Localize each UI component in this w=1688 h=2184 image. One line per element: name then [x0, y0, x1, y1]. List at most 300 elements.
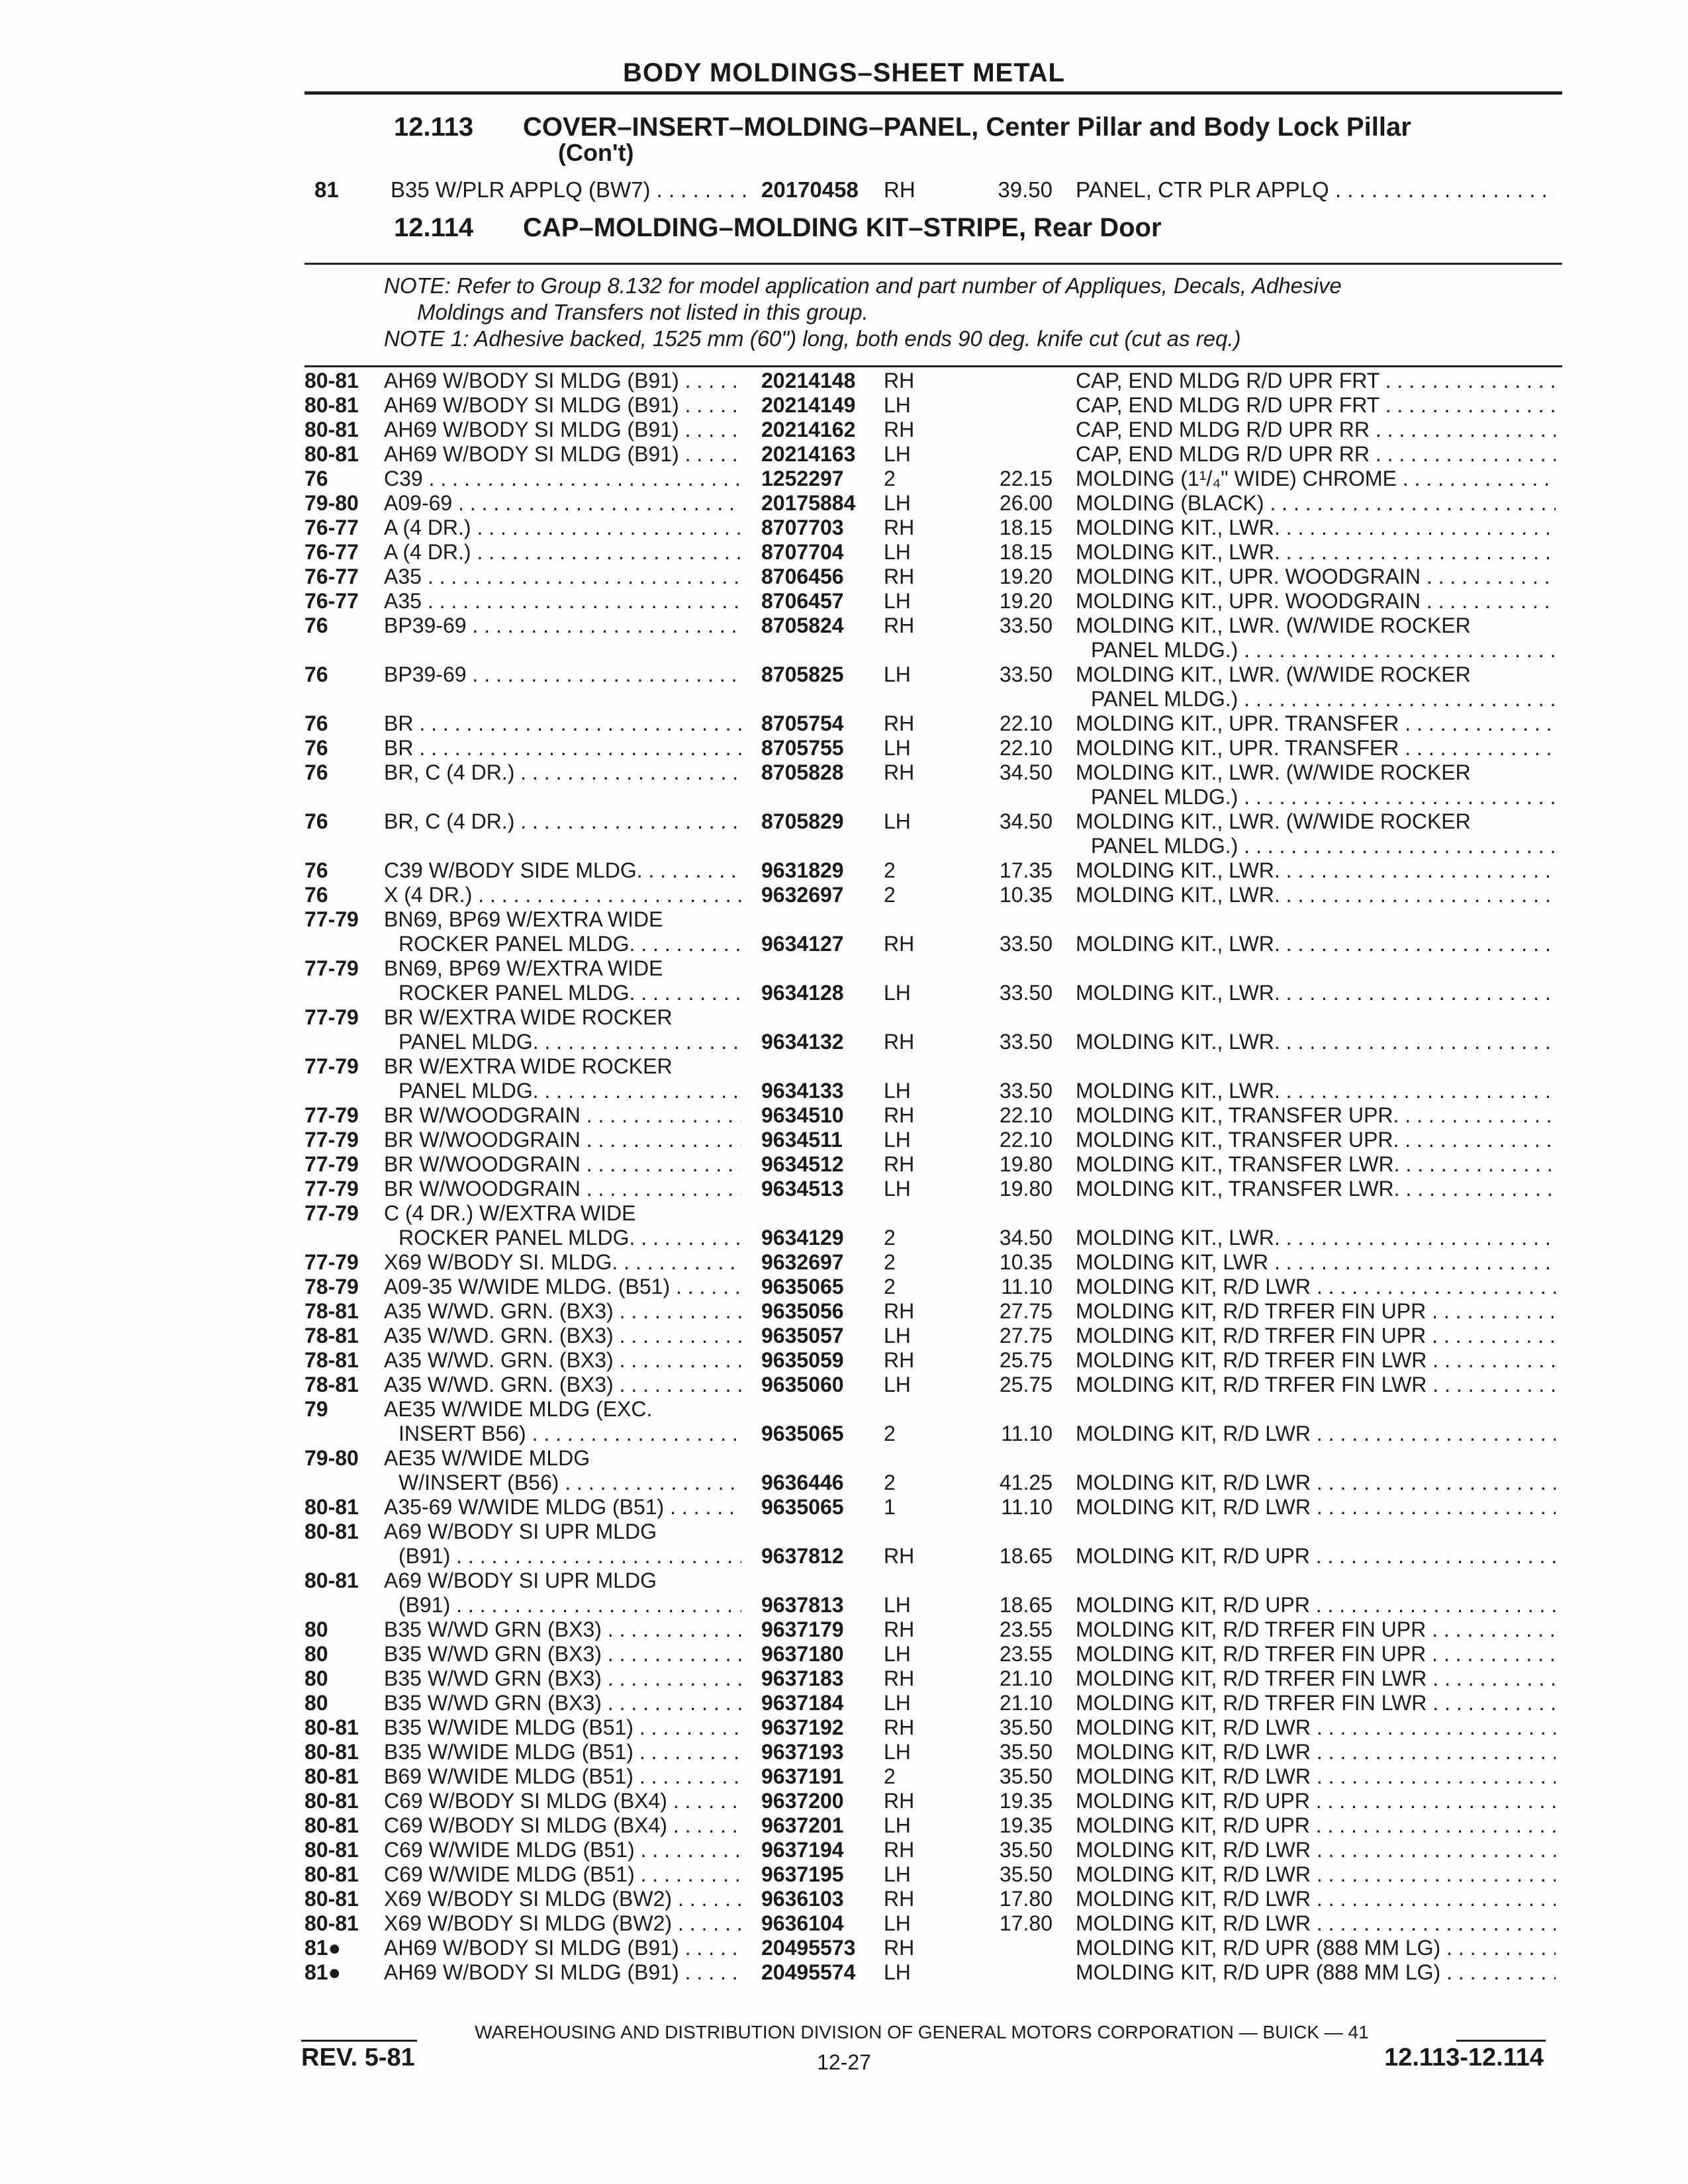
side: LH [884, 1862, 911, 1886]
year: 76 [305, 662, 328, 686]
year: 76-77 [305, 540, 359, 564]
note-line: Moldings and Transfers not listed in this group. [417, 300, 868, 324]
price: 27.75 [999, 1299, 1053, 1323]
description: MOLDING KIT, R/D LWR . . . [1076, 1495, 1556, 1520]
table-row-continuation [0, 1544, 1688, 1569]
year: 79-80 [305, 491, 359, 515]
year: 80-81 [305, 1520, 359, 1543]
model: A35 . . . [384, 589, 741, 614]
price: 35.50 [999, 1764, 1053, 1788]
price: 19.35 [999, 1813, 1053, 1837]
price: 33.50 [999, 662, 1053, 686]
part-number: 9637183 [761, 1666, 844, 1690]
year: 77-79 [305, 1005, 359, 1029]
table-row [0, 1813, 1688, 1838]
model: BR W/WOODGRAIN . . . [384, 1177, 741, 1201]
part-number: 8706456 [761, 565, 844, 588]
description: MOLDING KIT., LWR. . . . [1076, 932, 1556, 956]
description: MOLDING KIT, R/D UPR . . . [1076, 1593, 1556, 1617]
model: A35 W/WD. GRN. (BX3) . . . [384, 1299, 741, 1324]
note-line: NOTE 1: Adhesive backed, 1525 mm (60") long, both ends 90 deg. knife cut (cut as req.) [384, 326, 1241, 351]
side: LH [884, 1642, 911, 1666]
part-number: 20495574 [761, 1960, 856, 1984]
side: RH [884, 1715, 915, 1739]
model-continued: (B91) . . . [399, 1544, 741, 1569]
description: PANEL, CTR PLR APPLQ . . . [1076, 177, 1556, 202]
model: BR, C (4 DR.) . . . [384, 760, 741, 785]
price: 10.35 [999, 883, 1053, 907]
model-continued: PANEL MLDG. . . . [399, 1030, 741, 1054]
part-number: 8705828 [761, 760, 844, 784]
description: MOLDING KIT., UPR. TRANSFER . . . [1076, 711, 1556, 736]
table-row [0, 516, 1688, 540]
description: MOLDING KIT., UPR. WOODGRAIN . . . [1076, 565, 1556, 589]
price: 33.50 [999, 981, 1053, 1005]
footer-division: WAREHOUSING AND DISTRIBUTION DIVISION OF GENERAL MOTORS CORPORATION — BUICK — 41 [475, 2022, 1369, 2042]
price: 35.50 [999, 1862, 1053, 1886]
model: B35 W/WIDE MLDG (B51) . . . [384, 1715, 741, 1740]
table-row [0, 1152, 1688, 1177]
price: 19.20 [999, 589, 1053, 613]
part-number: 20214149 [761, 393, 856, 417]
table-row [0, 418, 1688, 442]
price: 19.20 [999, 565, 1053, 588]
year: 81 [314, 177, 339, 202]
table-row [0, 589, 1688, 614]
price: 33.50 [999, 614, 1053, 637]
price: 10.35 [999, 1250, 1053, 1274]
price: 23.55 [999, 1642, 1053, 1666]
table-row [0, 491, 1688, 516]
description-continued: PANEL MLDG.) . . . [1091, 687, 1556, 711]
price: 23.55 [999, 1617, 1053, 1641]
model-continued: (B91) . . . [399, 1593, 741, 1617]
description: MOLDING KIT., LWR. . . . [1076, 540, 1556, 565]
description: MOLDING KIT, R/D LWR . . . [1076, 1740, 1556, 1764]
description: MOLDING KIT., TRANSFER UPR. . . . [1076, 1103, 1556, 1128]
price: 22.10 [999, 1103, 1053, 1127]
side: LH [884, 1324, 911, 1347]
side: LH [884, 1911, 911, 1935]
side: RH [884, 1152, 915, 1176]
year: 76-77 [305, 565, 359, 588]
year: 76-77 [305, 589, 359, 613]
part-number: 9637195 [761, 1862, 844, 1886]
side: LH [884, 1079, 911, 1103]
table-row [0, 393, 1688, 418]
side: RH [884, 1789, 915, 1813]
part-number: 9634129 [761, 1226, 844, 1250]
table-row-continuation [0, 1471, 1688, 1495]
part-number: 9637179 [761, 1617, 844, 1641]
year: 77-79 [305, 1152, 359, 1176]
description: MOLDING KIT., LWR. . . . [1076, 858, 1556, 883]
side: LH [884, 1593, 911, 1617]
notes-rule [305, 365, 1562, 367]
year: 80 [305, 1691, 328, 1715]
side: LH [884, 1740, 911, 1764]
table-row [0, 1177, 1688, 1201]
description: MOLDING KIT, R/D LWR . . . [1076, 1911, 1556, 1936]
year: 78-79 [305, 1275, 359, 1298]
table-row [0, 1642, 1688, 1666]
model: AH69 W/BODY SI MLDG (B91) . . . [384, 1936, 741, 1960]
side: RH [884, 1936, 915, 1960]
revision-label: REV. 5-81 [301, 2044, 415, 2071]
part-number: 9634132 [761, 1030, 844, 1054]
model: B35 W/WIDE MLDG (B51) . . . [384, 1740, 741, 1764]
description: MOLDING KIT., LWR. . . . [1076, 1226, 1556, 1250]
description: MOLDING KIT., LWR. (W/WIDE ROCKER [1076, 662, 1471, 686]
price: 34.50 [999, 1226, 1053, 1250]
table-row [0, 1789, 1688, 1813]
year: 76 [305, 809, 328, 833]
price: 17.35 [999, 858, 1053, 882]
side: RH [884, 760, 915, 784]
year: 80-81 [305, 369, 359, 392]
part-number: 9635056 [761, 1299, 844, 1323]
side: RH [884, 516, 915, 539]
table-row [0, 1397, 1688, 1422]
model: B35 W/WD GRN (BX3) . . . [384, 1691, 741, 1715]
table-row [0, 1862, 1688, 1887]
description: MOLDING KIT, R/D LWR . . . [1076, 1471, 1556, 1495]
part-number: 9636446 [761, 1471, 844, 1494]
side: RH [884, 711, 915, 735]
price: 18.15 [999, 516, 1053, 539]
price: 22.15 [999, 467, 1053, 490]
model: B35 W/WD GRN (BX3) . . . [384, 1617, 741, 1642]
part-number: 8705825 [761, 662, 844, 686]
side: LH [884, 1691, 911, 1715]
year: 77-79 [305, 1201, 359, 1225]
part-number: 9636104 [761, 1911, 844, 1935]
year: 80-81 [305, 1715, 359, 1739]
table-row [0, 736, 1688, 760]
year: 77-79 [305, 1128, 359, 1152]
table-row [0, 1740, 1688, 1764]
description: MOLDING KIT., LWR. . . . [1076, 1030, 1556, 1054]
price: 17.80 [999, 1911, 1053, 1935]
description: MOLDING KIT, R/D UPR . . . [1076, 1789, 1556, 1813]
year: 77-79 [305, 956, 359, 980]
side: RH [884, 1348, 915, 1372]
year: 78-81 [305, 1324, 359, 1347]
model: B35 W/PLR APPLQ (BW7) . . . [391, 177, 748, 202]
price: 34.50 [999, 760, 1053, 784]
model: C (4 DR.) W/EXTRA WIDE [384, 1201, 636, 1225]
year: 76-77 [305, 516, 359, 539]
year: 79-80 [305, 1446, 359, 1470]
model: C69 W/WIDE MLDG (B51) . . . [384, 1862, 741, 1887]
description: MOLDING KIT, R/D TRFER FIN UPR . . . [1076, 1324, 1556, 1348]
side: RH [884, 1299, 915, 1323]
table-row [0, 1128, 1688, 1152]
section-rule [305, 263, 1562, 265]
year: 77-79 [305, 907, 359, 931]
model: A09-69 . . . [384, 491, 741, 516]
table-row-continuation [0, 834, 1688, 858]
model: BR W/EXTRA WIDE ROCKER [384, 1005, 673, 1029]
model: X69 W/BODY SI. MLDG. . . . [384, 1250, 741, 1275]
description: MOLDING KIT, R/D UPR . . . [1076, 1544, 1556, 1569]
part-number: 9634513 [761, 1177, 844, 1201]
price: 39.50 [998, 177, 1053, 202]
description: MOLDING KIT., TRANSFER LWR. . . . [1076, 1152, 1556, 1177]
price: 25.75 [999, 1373, 1053, 1396]
model: C69 W/WIDE MLDG (B51) . . . [384, 1838, 741, 1862]
side: 2 [884, 1471, 896, 1494]
table-row-continuation [0, 932, 1688, 956]
description: MOLDING KIT, LWR . . . [1076, 1250, 1556, 1275]
price: 34.50 [999, 809, 1053, 833]
model: AH69 W/BODY SI MLDG (B91) . . . [384, 393, 741, 418]
table-row-continuation [0, 1422, 1688, 1446]
table-row [0, 1838, 1688, 1862]
table-row [0, 1960, 1688, 1985]
side: 2 [884, 1275, 896, 1298]
year: 80-81 [305, 393, 359, 417]
side: LH [884, 589, 911, 613]
part-number: 8705755 [761, 736, 844, 760]
model: X69 W/BODY SI MLDG (BW2) . . . [384, 1887, 741, 1911]
part-number: 9635065 [761, 1422, 844, 1445]
model: BR . . . [384, 736, 741, 760]
description: MOLDING KIT, R/D TRFER FIN UPR . . . [1076, 1642, 1556, 1666]
section-12-113-header [394, 113, 1585, 142]
year: 77-79 [305, 1250, 359, 1274]
table-row [0, 1911, 1688, 1936]
price: 19.35 [999, 1789, 1053, 1813]
year: 77-79 [305, 1177, 359, 1201]
description: MOLDING KIT., UPR. TRANSFER . . . [1076, 736, 1556, 760]
price: 17.80 [999, 1887, 1053, 1911]
side: 1 [884, 1495, 896, 1519]
side: LH [884, 393, 911, 417]
table-row-continuation [0, 1079, 1688, 1103]
price: 26.00 [999, 491, 1053, 515]
model: A35 . . . [384, 565, 741, 589]
table-row [0, 1054, 1688, 1079]
side: 2 [884, 467, 896, 490]
description: MOLDING KIT., TRANSFER LWR. . . . [1076, 1177, 1556, 1201]
side: LH [884, 1373, 911, 1396]
year: 76 [305, 760, 328, 784]
year: 80-81 [305, 1813, 359, 1837]
model: A (4 DR.) . . . [384, 540, 741, 565]
description: MOLDING KIT, R/D LWR . . . [1076, 1838, 1556, 1862]
table-row-continuation [0, 981, 1688, 1005]
table-row [0, 1520, 1688, 1544]
part-number: 8705829 [761, 809, 844, 833]
part-number: 8707703 [761, 516, 844, 539]
model: BR W/WOODGRAIN . . . [384, 1103, 741, 1128]
table-row [0, 442, 1688, 467]
year: 76 [305, 711, 328, 735]
description: MOLDING KIT., LWR. . . . [1076, 1079, 1556, 1103]
price: 18.65 [999, 1544, 1053, 1568]
table-row-continuation [0, 638, 1688, 662]
table-row [0, 1275, 1688, 1299]
side: LH [884, 491, 911, 515]
table-row [0, 1617, 1688, 1642]
part-number: 9637813 [761, 1593, 844, 1617]
year: 80-81 [305, 1569, 359, 1592]
price: 22.10 [999, 1128, 1053, 1152]
side: 2 [884, 1226, 896, 1250]
description: CAP, END MLDG R/D UPR FRT . . . [1076, 393, 1556, 418]
part-number: 9637192 [761, 1715, 844, 1739]
description: MOLDING KIT, R/D LWR . . . [1076, 1764, 1556, 1789]
model: C39 W/BODY SIDE MLDG. . . . [384, 858, 741, 883]
price: 22.10 [999, 736, 1053, 760]
year: 80-81 [305, 418, 359, 441]
table-row-continuation [0, 687, 1688, 711]
side: RH [884, 1103, 915, 1127]
table-row [0, 369, 1688, 393]
model: BP39-69 . . . [384, 614, 741, 638]
part-number: 9637191 [761, 1764, 844, 1788]
price: 35.50 [999, 1740, 1053, 1764]
model-continued: W/INSERT (B56) . . . [399, 1471, 741, 1495]
year: 76 [305, 614, 328, 637]
table-row [0, 1201, 1688, 1226]
side: LH [884, 442, 911, 466]
model: AH69 W/BODY SI MLDG (B91) . . . [384, 442, 741, 467]
model: AH69 W/BODY SI MLDG (B91) . . . [384, 418, 741, 442]
description: MOLDING KIT., LWR. (W/WIDE ROCKER [1076, 760, 1471, 784]
model: BR W/WOODGRAIN . . . [384, 1152, 741, 1177]
model: C69 W/BODY SI MLDG (BX4) . . . [384, 1813, 741, 1838]
description-continued: PANEL MLDG.) . . . [1091, 785, 1556, 809]
part-number: 9634127 [761, 932, 844, 956]
year: 78-81 [305, 1299, 359, 1323]
table-row [0, 883, 1688, 907]
model: BR . . . [384, 711, 741, 736]
year: 80-81 [305, 1838, 359, 1862]
description: MOLDING KIT, R/D LWR . . . [1076, 1275, 1556, 1299]
side: RH [884, 932, 915, 956]
model: A35-69 W/WIDE MLDG (B51) . . . [384, 1495, 741, 1520]
year: 80 [305, 1666, 328, 1690]
side: LH [884, 1177, 911, 1201]
part-number: 20214162 [761, 418, 856, 441]
description: CAP, END MLDG R/D UPR RR . . . [1076, 418, 1556, 442]
model: BN69, BP69 W/EXTRA WIDE [384, 907, 663, 931]
description: MOLDING KIT, R/D LWR . . . [1076, 1887, 1556, 1911]
price: 21.10 [999, 1666, 1053, 1690]
part-number: 9635057 [761, 1324, 844, 1347]
part-number: 9635059 [761, 1348, 844, 1372]
model: AH69 W/BODY SI MLDG (B91) . . . [384, 1960, 741, 1985]
price: 41.25 [999, 1471, 1053, 1494]
part-number: 9634128 [761, 981, 844, 1005]
part-number: 8705754 [761, 711, 844, 735]
table-row [0, 540, 1688, 565]
description: MOLDING (1¹/₄" WIDE) CHROME . . . [1076, 467, 1556, 491]
model: AE35 W/WIDE MLDG (EXC. [384, 1397, 653, 1421]
table-row [0, 907, 1688, 932]
part-number: 9634512 [761, 1152, 844, 1176]
price: 21.10 [999, 1691, 1053, 1715]
model: A09-35 W/WIDE MLDG. (B51) . . . [384, 1275, 741, 1299]
price: 11.10 [1001, 1275, 1053, 1298]
price: 19.80 [999, 1177, 1053, 1201]
model: C39 . . . [384, 467, 741, 491]
part-number: 9632697 [761, 1250, 844, 1274]
model: X69 W/BODY SI MLDG (BW2) . . . [384, 1911, 741, 1936]
year: 80-81 [305, 1862, 359, 1886]
table-row [0, 1103, 1688, 1128]
price: 18.15 [999, 540, 1053, 564]
part-number: 9636103 [761, 1887, 844, 1911]
part-number: 9634510 [761, 1103, 844, 1127]
part-number: 20214148 [761, 369, 856, 392]
table-row-continuation [0, 1593, 1688, 1617]
side: RH [884, 418, 915, 441]
title-rule [305, 91, 1562, 95]
description: MOLDING KIT, R/D LWR . . . [1076, 1422, 1556, 1446]
model: A35 W/WD. GRN. (BX3) . . . [384, 1324, 741, 1348]
table-row [0, 809, 1688, 834]
description: CAP, END MLDG R/D UPR RR . . . [1076, 442, 1556, 467]
year: 76 [305, 883, 328, 907]
section-range: 12.113-12.114 [1384, 2044, 1544, 2071]
side: 2 [884, 858, 896, 882]
description: MOLDING KIT, R/D LWR . . . [1076, 1862, 1556, 1887]
model: A35 W/WD. GRN. (BX3) . . . [384, 1348, 741, 1373]
part-number: 20214163 [761, 442, 856, 466]
section-title: CAP–MOLDING–MOLDING KIT–STRIPE, Rear Door [523, 213, 1162, 242]
price: 22.10 [999, 711, 1053, 735]
year: 79 [305, 1397, 328, 1421]
description: MOLDING KIT., UPR. WOODGRAIN . . . [1076, 589, 1556, 614]
part-number: 20495573 [761, 1936, 856, 1960]
part-number: 9637193 [761, 1740, 844, 1764]
description: MOLDING KIT, R/D TRFER FIN LWR . . . [1076, 1691, 1556, 1715]
year: 80-81 [305, 442, 359, 466]
year: 76 [305, 467, 328, 490]
description: MOLDING KIT., LWR. (W/WIDE ROCKER [1076, 809, 1471, 833]
price: 27.75 [999, 1324, 1053, 1347]
price: 18.65 [999, 1593, 1053, 1617]
model: AE35 W/WIDE MLDG [384, 1446, 590, 1470]
side: 2 [884, 1250, 896, 1274]
table-row [0, 1764, 1688, 1789]
side: RH [884, 177, 915, 202]
table-row [0, 956, 1688, 981]
part-number: 8707704 [761, 540, 844, 564]
section-continued: (Con't) [558, 139, 634, 166]
side: RH [884, 565, 915, 588]
model: A35 W/WD. GRN. (BX3) . . . [384, 1373, 741, 1397]
side: LH [884, 662, 911, 686]
price: 33.50 [999, 1030, 1053, 1054]
part-number: 9637194 [761, 1838, 844, 1862]
side: 2 [884, 883, 896, 907]
model: C69 W/BODY SI MLDG (BX4) . . . [384, 1789, 741, 1813]
table-row [0, 1936, 1688, 1960]
description: MOLDING KIT., TRANSFER UPR. . . . [1076, 1128, 1556, 1152]
side: LH [884, 540, 911, 564]
model: BR W/EXTRA WIDE ROCKER [384, 1054, 673, 1078]
table-row [0, 1348, 1688, 1373]
year: 76 [305, 858, 328, 882]
year: 80-81 [305, 1495, 359, 1519]
side: LH [884, 809, 911, 833]
table-row [0, 1666, 1688, 1691]
description: MOLDING KIT, R/D UPR . . . [1076, 1813, 1556, 1838]
